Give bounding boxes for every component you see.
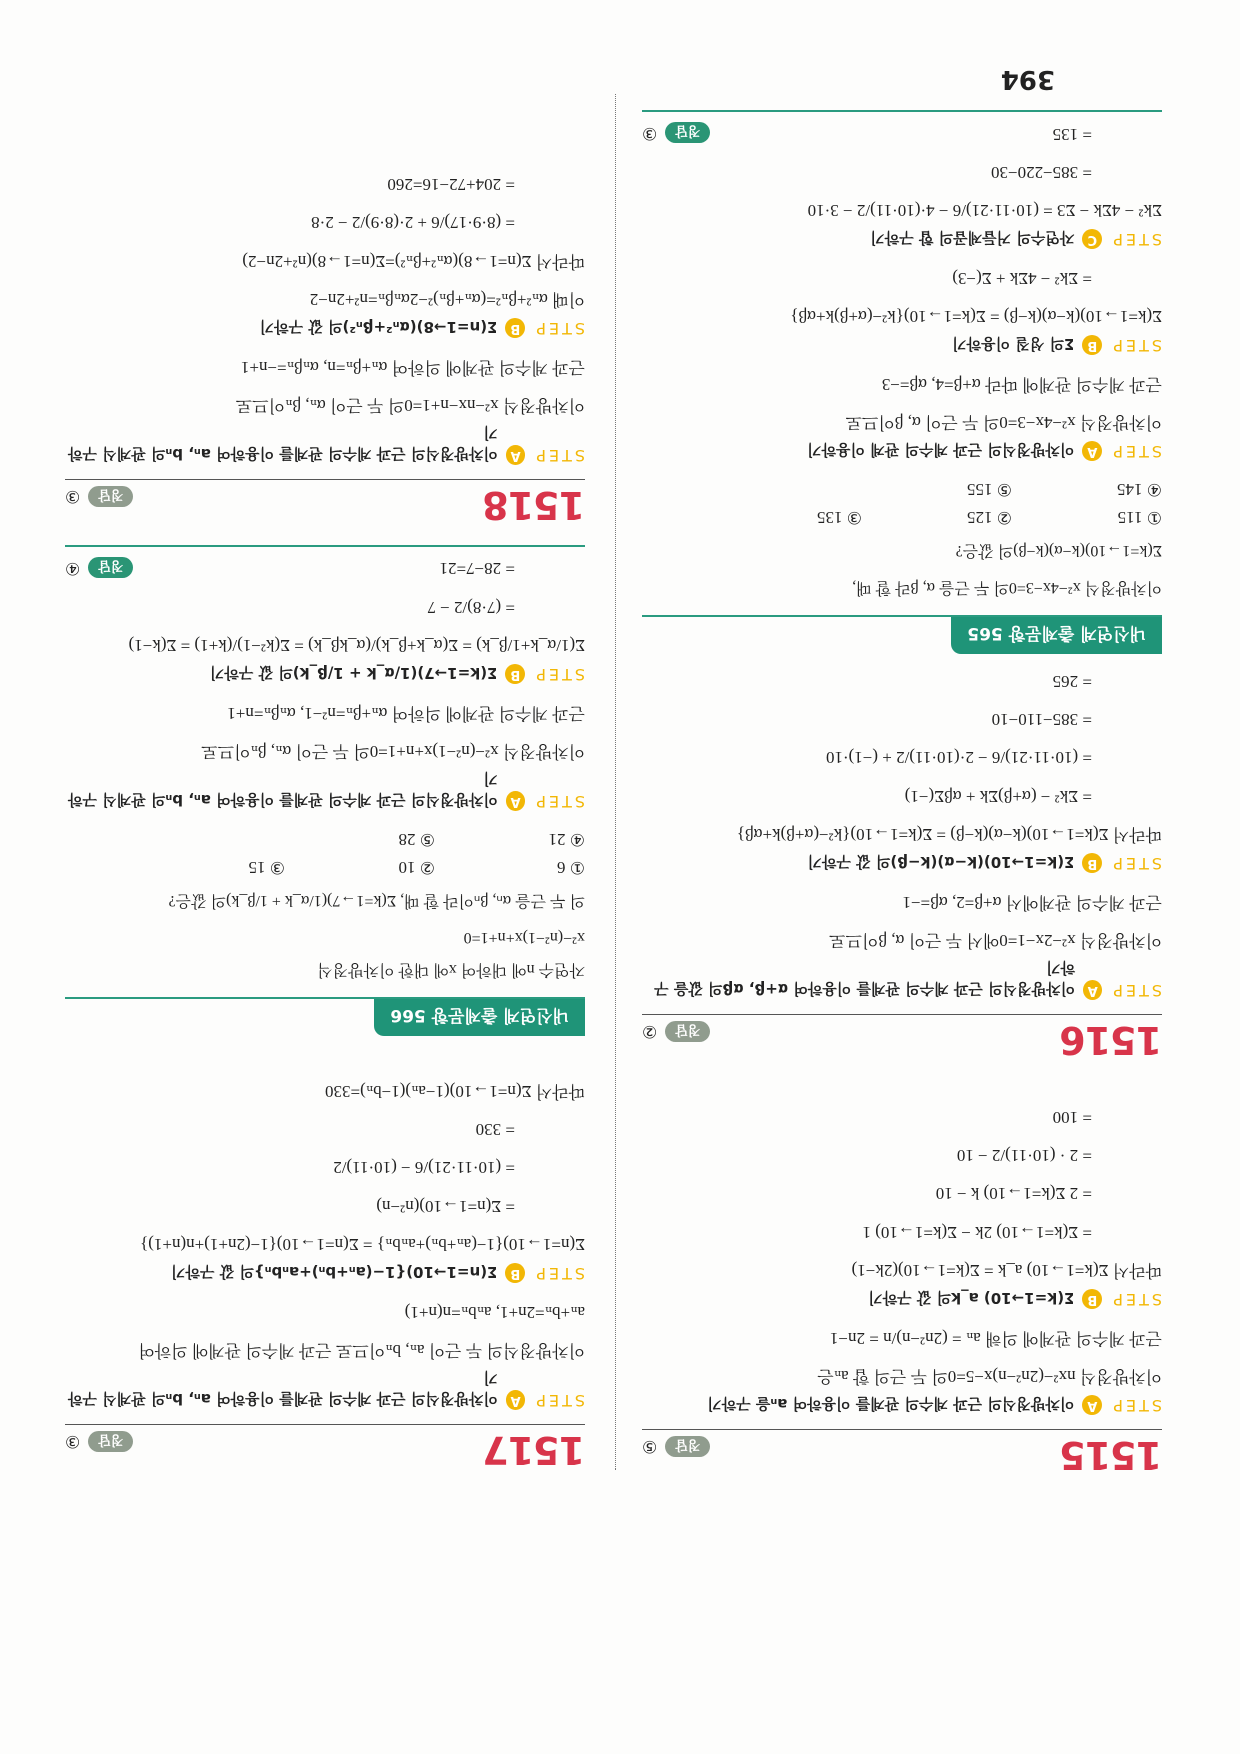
solution-line: Σ(n=1→10){1−(aₙ+bₙ)+aₙbₙ} = Σ(n=1→10){1−(2n+1)+n(n+1)}: [140, 1235, 585, 1255]
solution-line: Σk² − 4Σk − Σ3 = (10·11·21)/6 − 4·(10·11)/2 − 3·10: [807, 201, 1162, 221]
choice-option: ③ 15: [248, 858, 285, 877]
answer-choices: [65, 829, 585, 877]
step-letter-badge: A: [1082, 441, 1102, 461]
solution-line: = (8·9·17)/6 + 2·(8·9)/2 − 2·8: [311, 213, 515, 233]
step-label: STEP: [1110, 854, 1162, 874]
choice-option: ⑤ 28: [398, 830, 435, 849]
problem-header: [642, 1014, 1162, 1062]
step-heading: [642, 440, 1162, 461]
step-letter-badge: A: [506, 791, 525, 811]
step-title: Σ(n=1→10){1−(aₙ+bₙ)+aₙbₙ}의 값 구하기: [171, 1263, 498, 1282]
solution-line: = 385−110−10: [991, 710, 1092, 730]
problem-header: [642, 1429, 1162, 1477]
step-letter-badge: B: [505, 1263, 525, 1283]
solution-line: 이차방정식 nx²−(2n²−n)x−5=0의 두 근의 합 aₙ은: [817, 1367, 1162, 1386]
step-label: STEP: [1110, 981, 1162, 1000]
choice-option: ① 6: [557, 858, 585, 877]
solution-line: = 330: [475, 1120, 515, 1140]
solution-line: 따라서 Σ(n=1→8)(αₙ²+βₙ²)=Σ(n=1→8)(n²+2n−2): [242, 251, 585, 271]
question-line: 의 두 근을 αₙ, βₙ이라 할 때, Σ(k=1→7)(1/α_k + 1/β_k)의 값은?: [168, 892, 585, 909]
answer: [65, 486, 133, 507]
step-label: STEP: [1110, 1396, 1162, 1415]
problem-number: 1517: [483, 1428, 585, 1472]
solution-line: 근과 계수의 관계에 의해 aₙ = (2n²−n)/n = 2n−1: [829, 1328, 1162, 1348]
choice-option: ④ 21: [548, 830, 585, 849]
answer-pill: 정답: [665, 122, 710, 143]
choice-option: ⑤ 155: [967, 480, 1012, 499]
column-divider: [615, 94, 616, 1470]
step-heading: [65, 317, 585, 338]
solution-line: = 28−7=21: [439, 559, 515, 579]
linked-problem-565: [642, 110, 1162, 654]
solution-line: = 100: [1052, 1107, 1092, 1127]
choice-option: ④ 145: [1117, 480, 1162, 499]
solution-line: 이차방정식 x²−nx−n+1=0의 두 근이 αₙ, βₙ이므로: [235, 396, 585, 415]
solution-line: = (7·8)/2 − 7: [427, 597, 515, 617]
answer: [642, 1436, 710, 1457]
solution-line: = Σk² − (α+β)Σk + αβΣ(−1): [904, 786, 1092, 806]
step-heading: [642, 1394, 1162, 1415]
step-title: 이차방정식의 근과 계수의 관계를 이용하여 aₙ, bₙ의 관계식 구하기: [68, 770, 498, 809]
step-title: 이차방정식의 근과 계수의 관계를 이용하여 α+β, αβ의 값을 구하기: [654, 959, 1076, 998]
step-label: STEP: [533, 446, 585, 465]
question-line: 자연수 n에 대하여 x에 대한 이차방정식: [317, 961, 585, 978]
answer-value: ③: [65, 486, 81, 507]
problem-number: 1518: [483, 483, 585, 527]
step-letter-badge: C: [1082, 229, 1102, 249]
step-heading: [65, 423, 585, 465]
section-end-rule: [642, 110, 1162, 112]
answer-choices: [642, 479, 1162, 527]
step-title: Σ(k=1→10)(k−α)(k−β)의 값 구하기: [807, 853, 1075, 872]
step-heading: [65, 1262, 585, 1283]
answer-pill: 정답: [88, 486, 133, 507]
step-label: STEP: [533, 792, 585, 811]
step-heading: [642, 228, 1162, 249]
solution-line: 이차방정식 x²−(n²−1)x+n+1=0의 두 근이 αₙ, βₙ이므로: [201, 742, 585, 761]
solution-line: 이때 αₙ²+βₙ²=(αₙ+βₙ)²−2αₙβₙ=n²+2n−2: [309, 290, 585, 310]
step-label: STEP: [1110, 336, 1162, 356]
solution-line: 이차방정식 x²−2x−1=0에서 두 근이 α, β이므로: [829, 931, 1162, 950]
solution-line: 따라서 Σ(k=1→10)(k−α)(k−β) = Σ(k=1→10){k²−(α+β)k+αβ}: [736, 825, 1162, 845]
step-label: STEP: [533, 1264, 585, 1284]
problem-1518: [65, 156, 585, 527]
problem-header: [65, 1424, 585, 1472]
solution-line: 근과 계수의 관계에 의하여 αₙ+βₙ=n, αₙβₙ=−n+1: [240, 357, 585, 377]
solution-line: 이차방정식의 두 근이 aₙ, bₙ이므로 근과 계수의 관계에 의하여: [138, 1341, 585, 1360]
step-letter-badge: B: [505, 664, 525, 684]
solution-line: = Σ(k=1→10) 2k − Σ(k=1→10) 1: [862, 1222, 1092, 1242]
step-heading: [65, 663, 585, 684]
solution-line: = 2 Σ(k=1→10) k − 10: [935, 1184, 1092, 1204]
answer-value: ⑤: [642, 1436, 658, 1457]
choice-option: ① 115: [1117, 508, 1162, 527]
problem-number: 1516: [1060, 1018, 1162, 1062]
step-heading: [65, 1368, 585, 1410]
solution-line: 근과 계수의 관계에 따라 α+β=4, αβ=−3: [881, 374, 1162, 394]
linked-header: [642, 615, 1162, 654]
solution-line: 따라서 Σ(n=1→10)(1−aₙ)(1−bₙ)=330: [325, 1081, 585, 1101]
problem-1517: [65, 1062, 585, 1472]
step-title: Σ(k=1→7)(1/α_k + 1/β_k)의 값 구하기: [209, 664, 498, 683]
solution-line: = Σk² − 4Σk + Σ(−3): [952, 268, 1092, 288]
step-letter-badge: A: [506, 445, 525, 465]
answer: [65, 1431, 133, 1452]
step-title: 이차방정식의 근과 계수의 관계를 이용하여 aₙ을 구하기: [707, 1395, 1075, 1413]
step-title: 이차방정식의 근과 계수의 관계 이용하기: [807, 441, 1075, 459]
answer-value: ②: [642, 1021, 658, 1042]
step-heading: [642, 334, 1162, 355]
answer-pill: 정답: [88, 1431, 133, 1452]
step-title: Σ(k=1→10) a_k의 값 구하기: [868, 1289, 1075, 1308]
solution-line: 따라서 Σ(k=1→10) a_k = Σ(k=1→10)(2k−1): [851, 1261, 1162, 1281]
step-letter-badge: B: [1082, 335, 1102, 355]
solution-line: = 385−220−30: [990, 163, 1092, 183]
step-letter-badge: B: [505, 318, 525, 338]
answer-value: ③: [642, 122, 658, 143]
problem-1516: [642, 652, 1162, 1062]
answer-pill: 정답: [88, 557, 133, 578]
step-label: STEP: [1110, 230, 1162, 250]
solution-line: 근과 계수의 관계에 의하여 αₙ+βₙ=n²−1, αₙβₙ=n+1: [227, 703, 585, 723]
problem-header: [65, 479, 585, 527]
solution-line: = (10·11·21)/6 − 2·(10·11)/2 + (−1)·10: [825, 748, 1092, 768]
step-label: STEP: [533, 319, 585, 339]
answer: [642, 1021, 710, 1042]
choice-option: ② 125: [967, 508, 1012, 527]
step-title: 이차방정식의 근과 계수의 관계를 이용하여 aₙ, bₙ의 관계식 구하기: [68, 424, 498, 463]
solution-line: = 265: [1052, 671, 1092, 691]
solution-line: = Σ(n=1→10)(n²−n): [376, 1196, 515, 1216]
solution-line: Σ(1/α_k+1/β_k) = Σ(α_k+β_k)/(α_kβ_k) = Σ(k²−1)/(k+1) = Σ(k−1): [128, 636, 585, 656]
step-title: Σ(n=1→8)(αₙ²+βₙ²)의 값 구하기: [259, 318, 498, 337]
step-label: STEP: [533, 665, 585, 685]
solution-line: 이차방정식 x²−4x−3=0의 두 근이 α, β이므로: [845, 413, 1162, 432]
step-label: STEP: [1110, 1290, 1162, 1310]
solution-line: aₙ+bₙ=2n+1, aₙbₙ=n(n+1): [404, 1302, 585, 1322]
step-label: STEP: [533, 1391, 585, 1410]
step-letter-badge: B: [1082, 853, 1102, 873]
solution-line: Σ(k=1→10)(k−α)(k−β) = Σ(k=1→10){k²−(α+β)k+αβ}: [790, 307, 1162, 327]
step-label: STEP: [1110, 442, 1162, 461]
linked-problem-566: [65, 545, 585, 1036]
step-letter-badge: A: [1083, 980, 1102, 1000]
page-number: 394: [1000, 64, 1055, 94]
answer-value: ④: [65, 557, 81, 578]
solution-line: = 135: [1052, 124, 1092, 144]
answer-pill: 정답: [665, 1436, 710, 1457]
linked-header: [65, 997, 585, 1036]
step-letter-badge: A: [1082, 1395, 1102, 1415]
step-title: 이차방정식의 근과 계수의 관계를 이용하여 aₙ, bₙ의 관계식 구하기: [68, 1369, 498, 1408]
section-end-rule: [65, 545, 585, 547]
linked-problem-badge: 내신연계 출제문항 566: [374, 999, 585, 1036]
linked-problem-badge: 내신연계 출제문항 565: [951, 617, 1162, 654]
solution-line: = 204+72−16=260: [387, 175, 515, 195]
step-heading: [642, 1288, 1162, 1309]
question-line: Σ(k=1→10)(k−α)(k−β)의 값은?: [955, 542, 1162, 559]
problem-number: 1515: [1060, 1433, 1162, 1477]
solution-line: = (10·11·21)/6 − (10·11)/2: [333, 1158, 515, 1178]
choice-option: ③ 135: [817, 508, 862, 527]
question-line: 이차방정식 x²−4x−3=0의 두 근을 α, β라 할 때,: [852, 579, 1162, 596]
choice-option: ② 10: [398, 858, 435, 877]
step-letter-badge: A: [506, 1390, 525, 1410]
step-heading: [642, 958, 1162, 1000]
step-heading: [642, 852, 1162, 873]
question-line: x²−(n²−1)x+n+1=0: [463, 929, 585, 946]
answer-pill: 정답: [665, 1021, 710, 1042]
step-letter-badge: B: [1082, 1289, 1102, 1309]
problem-1515: [642, 1088, 1162, 1477]
step-heading: [65, 769, 585, 811]
step-title: Σ의 성질 이용하기: [952, 335, 1075, 354]
answer-value: ③: [65, 1431, 81, 1452]
solution-line: = 2 · (10·11)/2 − 10: [956, 1146, 1092, 1166]
step-title: 자연수의 거듭제곱의 합 구하기: [870, 229, 1075, 248]
solution-line: 근과 계수의 관계에서 α+β=2, αβ=−1: [902, 892, 1162, 912]
